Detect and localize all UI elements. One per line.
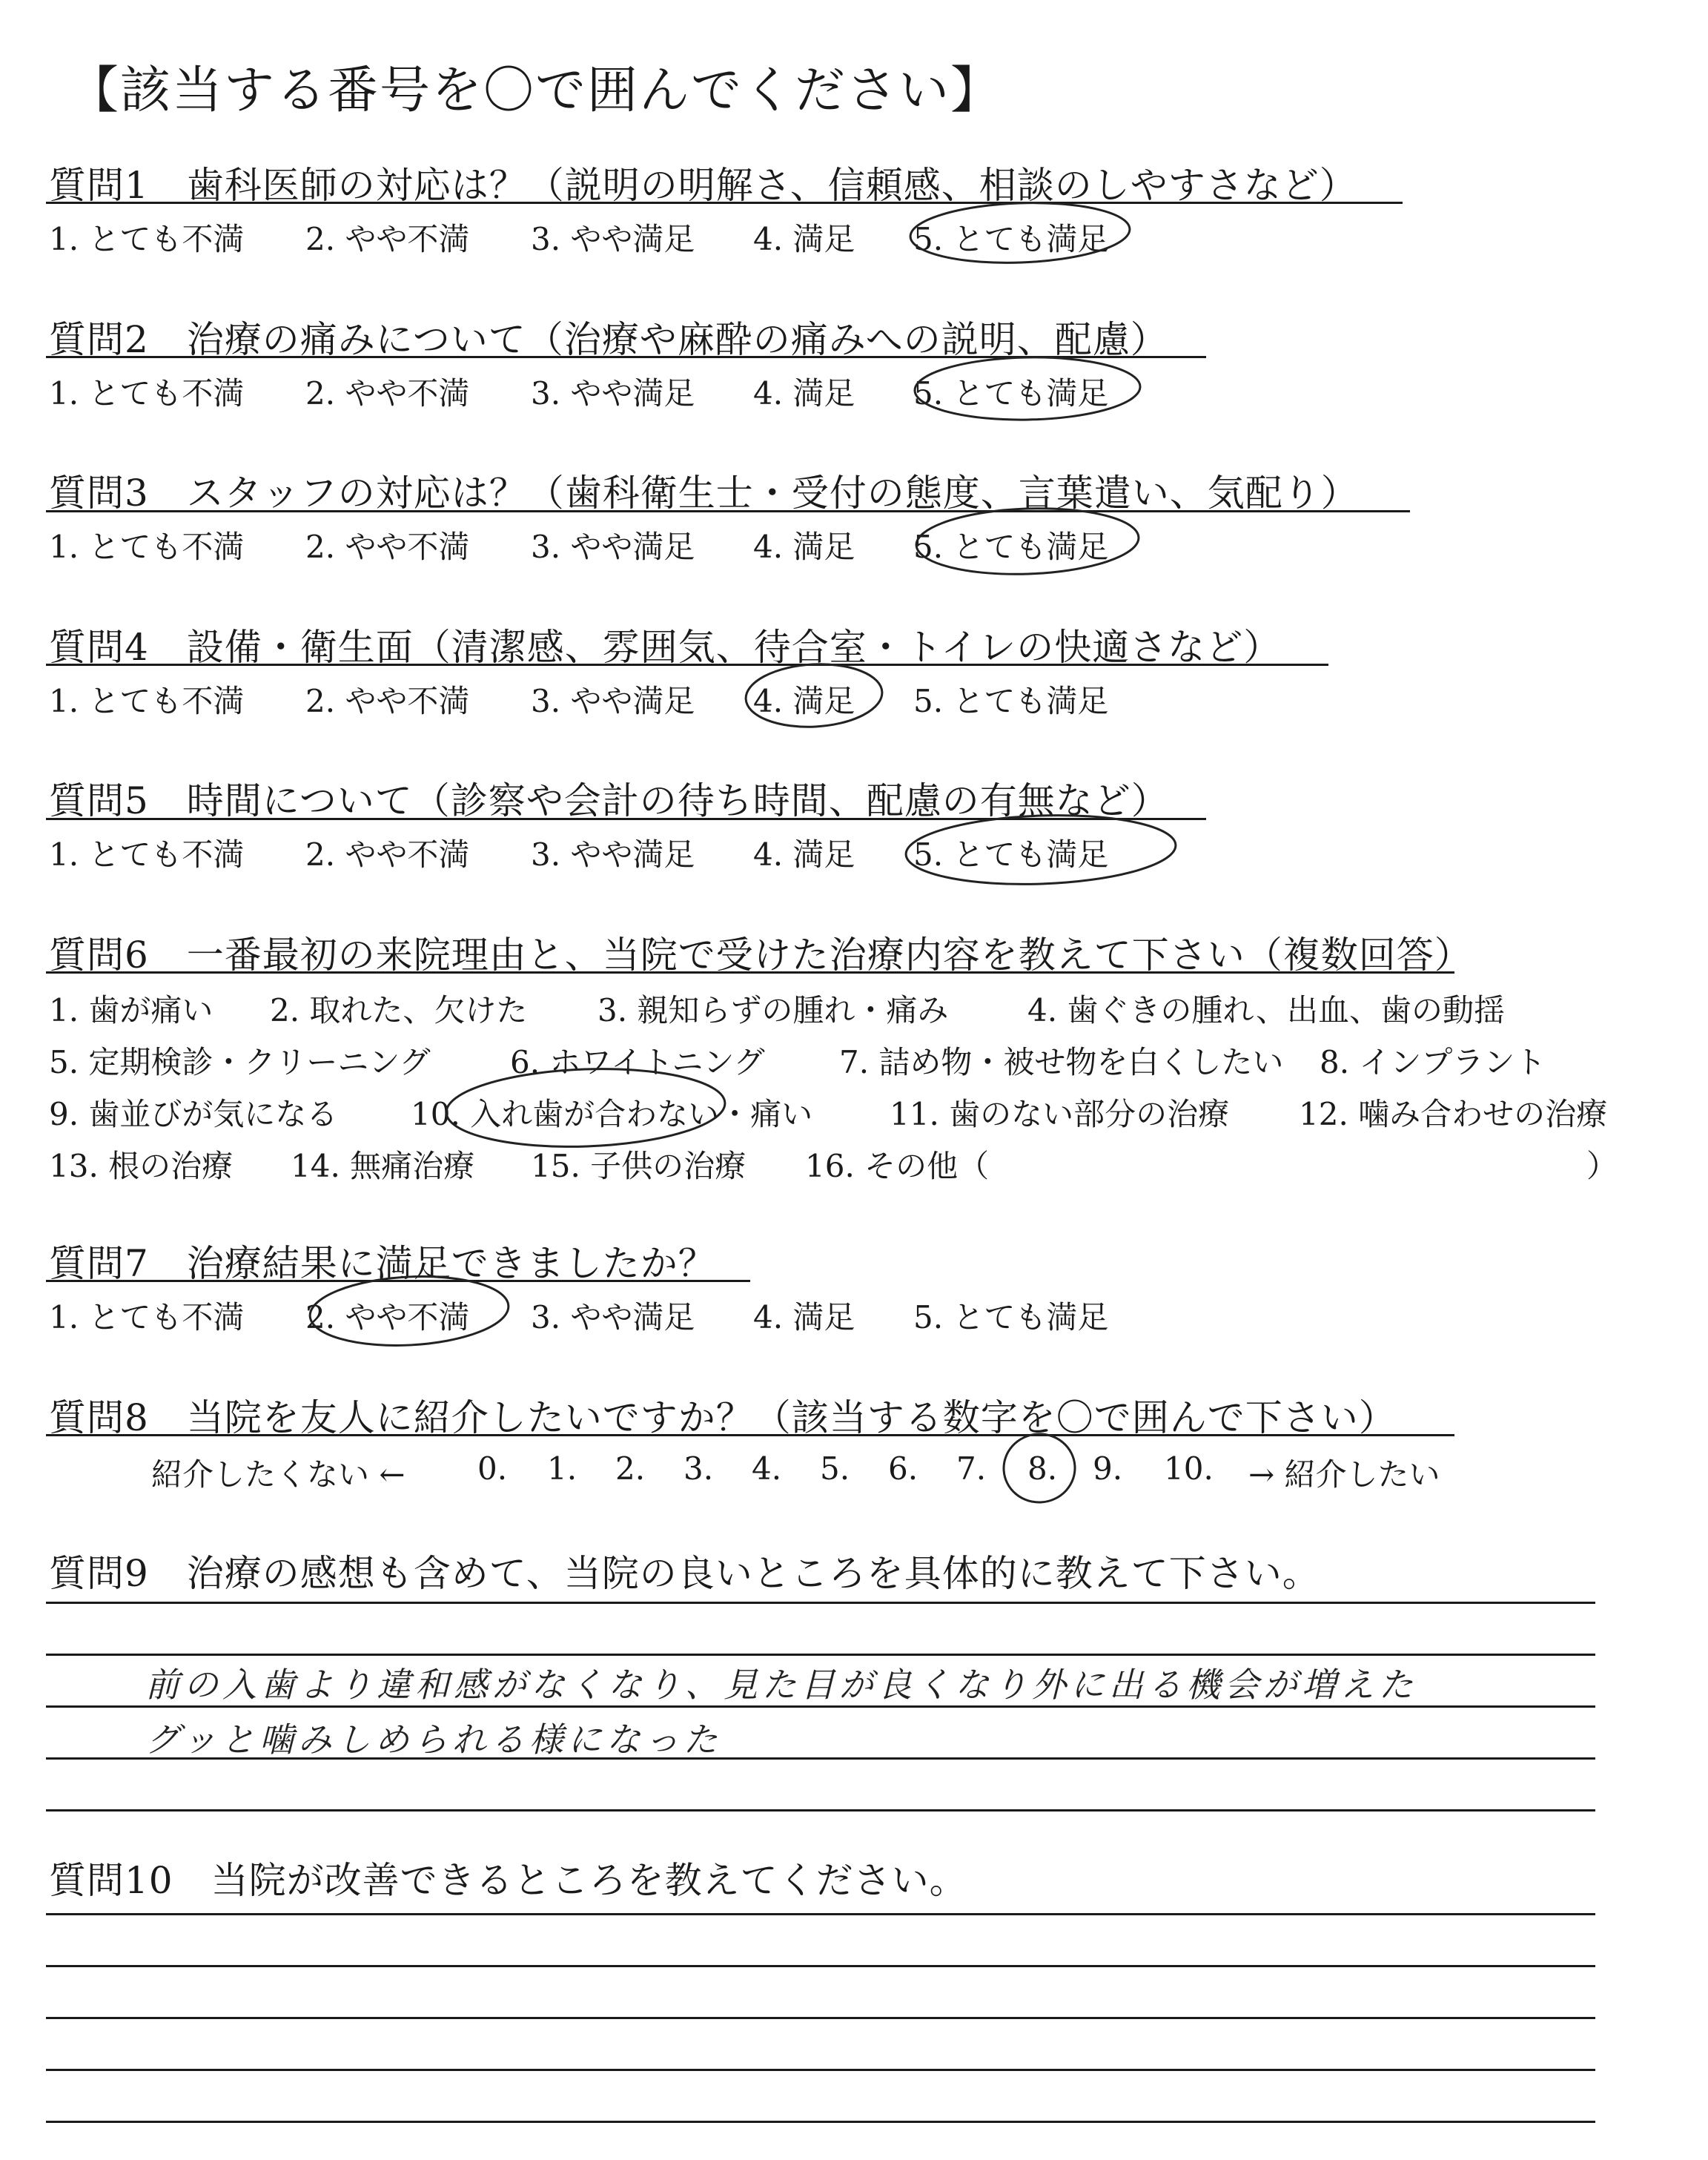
q2-option-3[interactable]: 3. やや満足 xyxy=(531,375,695,412)
q8-score-5[interactable]: 5. xyxy=(820,1450,850,1487)
q6-other-close-paren: ） xyxy=(1586,1148,1618,1184)
question-3-underline xyxy=(46,510,1410,512)
q6-option-14[interactable]: 14. 無痛治療 xyxy=(291,1148,475,1184)
q8-score-3[interactable]: 3. xyxy=(683,1450,714,1487)
q1-option-5[interactable]: 5. とても満足 xyxy=(913,221,1109,257)
q4-option-4[interactable]: 4. 満足 xyxy=(753,683,855,719)
question-7-label: 質問7 治療結果に満足できましたか？ xyxy=(49,1242,716,1285)
question-3-label: 質問3 スタッフの対応は？（歯科衛生士・受付の態度、言葉遣い、気配り） xyxy=(49,472,1359,515)
question-6-underline xyxy=(46,971,1454,974)
question-8-underline xyxy=(46,1434,1454,1436)
question-4-underline xyxy=(46,664,1328,666)
q8-score-7[interactable]: 7. xyxy=(956,1450,987,1487)
q5-option-5[interactable]: 5. とても満足 xyxy=(913,836,1109,873)
q1-option-3[interactable]: 3. やや満足 xyxy=(531,221,695,257)
answer-line xyxy=(46,2069,1595,2071)
q6-option-2[interactable]: 2. 取れた、欠けた xyxy=(270,992,528,1028)
q3-option-5[interactable]: 5. とても満足 xyxy=(913,529,1109,565)
question-9-label: 質問9 治療の感想も含めて、当院の良いところを具体的に教えて下さい。 xyxy=(49,1552,1320,1595)
q6-option-6[interactable]: 6. ホワイトニング xyxy=(510,1044,765,1080)
q4-option-1[interactable]: 1. とても不満 xyxy=(49,683,245,719)
q9-handwritten-line-2: グッと噛みしめられる様になった xyxy=(145,1720,722,1760)
q6-option-13[interactable]: 13. 根の治療 xyxy=(49,1148,234,1184)
q9-handwritten-line-1: 前の入歯より違和感がなくなり、見た目が良くなり外に出る機会が増えた xyxy=(145,1665,1417,1705)
question-4-label: 質問4 設備・衛生面（清潔感、雰囲気、待合室・トイレの快適さなど） xyxy=(49,626,1282,669)
q6-option-4[interactable]: 4. 歯ぐきの腫れ、出血、歯の動揺 xyxy=(1027,992,1505,1028)
q7-option-4[interactable]: 4. 満足 xyxy=(753,1299,855,1335)
q8-left-label: 紹介したくない ← xyxy=(151,1456,406,1493)
answer-line xyxy=(46,1965,1595,1967)
q1-option-1[interactable]: 1. とても不満 xyxy=(49,221,245,257)
q3-option-1[interactable]: 1. とても不満 xyxy=(49,529,245,565)
question-5-label: 質問5 時間について（診察や会計の待ち時間、配慮の有無など） xyxy=(49,779,1169,822)
q2-option-2[interactable]: 2. やや不満 xyxy=(305,375,470,412)
q7-option-5[interactable]: 5. とても満足 xyxy=(913,1299,1109,1335)
q6-option-12[interactable]: 12. 噛み合わせの治療 xyxy=(1299,1096,1608,1132)
q8-score-8[interactable]: 8. xyxy=(1027,1450,1058,1487)
q6-option-7[interactable]: 7. 詰め物・被せ物を白くしたい xyxy=(839,1044,1284,1080)
q8-score-9[interactable]: 9. xyxy=(1093,1450,1123,1487)
answer-line xyxy=(46,2121,1595,2123)
q8-score-4[interactable]: 4. xyxy=(752,1450,782,1487)
question-2-label: 質問2 治療の痛みについて（治療や麻酔の痛みへの説明、配慮） xyxy=(49,318,1168,361)
q5-option-4[interactable]: 4. 満足 xyxy=(753,836,855,873)
q5-option-2[interactable]: 2. やや不満 xyxy=(305,836,470,873)
q5-option-3[interactable]: 3. やや満足 xyxy=(531,836,695,873)
q3-option-3[interactable]: 3. やや満足 xyxy=(531,529,695,565)
q2-option-4[interactable]: 4. 満足 xyxy=(753,375,855,412)
question-7-underline xyxy=(46,1280,750,1282)
q6-option-5[interactable]: 5. 定期検診・クリーニング xyxy=(49,1044,431,1080)
q6-option-11[interactable]: 11. 歯のない部分の治療 xyxy=(890,1096,1230,1132)
q7-option-3[interactable]: 3. やや満足 xyxy=(531,1299,695,1335)
q6-option-8[interactable]: 8. インプラント xyxy=(1320,1044,1546,1080)
q2-option-5[interactable]: 5. とても満足 xyxy=(913,375,1109,412)
question-10-label: 質問10 当院が改善できるところを教えてください。 xyxy=(49,1859,967,1902)
q8-score-10[interactable]: 10. xyxy=(1164,1450,1214,1487)
q1-option-2[interactable]: 2. やや不満 xyxy=(305,221,470,257)
q8-score-0[interactable]: 0. xyxy=(477,1450,508,1487)
q6-option-16[interactable]: 16. その他（ xyxy=(805,1148,990,1184)
question-6-label: 質問6 一番最初の来院理由と、当院で受けた治療内容を教えて下さい（複数回答） xyxy=(49,934,1472,977)
answer-line xyxy=(46,2017,1595,2019)
question-8-label: 質問8 当院を友人に紹介したいですか？（該当する数字を〇で囲んで下さい） xyxy=(49,1396,1397,1439)
q3-option-2[interactable]: 2. やや不満 xyxy=(305,529,470,565)
form-title: 【該当する番号を〇で囲んでください】 xyxy=(68,62,1003,120)
q6-option-3[interactable]: 3. 親知らずの腫れ・痛み xyxy=(598,992,949,1028)
q3-option-4[interactable]: 4. 満足 xyxy=(753,529,855,565)
q5-option-1[interactable]: 1. とても不満 xyxy=(49,836,245,873)
q4-option-5[interactable]: 5. とても満足 xyxy=(913,683,1109,719)
answer-line xyxy=(46,1602,1595,1604)
question-5-underline xyxy=(46,818,1206,820)
q7-option-1[interactable]: 1. とても不満 xyxy=(49,1299,245,1335)
question-1-underline xyxy=(46,202,1403,204)
q6-option-1[interactable]: 1. 歯が痛い xyxy=(49,992,214,1028)
question-1-label: 質問1 歯科医師の対応は？（説明の明解さ、信頼感、相談のしやすさなど） xyxy=(49,164,1357,207)
q6-option-10[interactable]: 10. 入れ歯が合わない・痛い xyxy=(411,1096,813,1132)
answer-line xyxy=(46,1654,1595,1656)
answer-line xyxy=(46,1913,1595,1915)
q2-option-1[interactable]: 1. とても不満 xyxy=(49,375,245,412)
q4-option-3[interactable]: 3. やや満足 xyxy=(531,683,695,719)
q8-right-label: → 紹介したい xyxy=(1248,1456,1440,1493)
q8-score-1[interactable]: 1. xyxy=(547,1450,577,1487)
q6-option-9[interactable]: 9. 歯並びが気になる xyxy=(49,1096,338,1132)
question-2-underline xyxy=(46,356,1206,358)
q4-option-2[interactable]: 2. やや不満 xyxy=(305,683,470,719)
q1-option-4[interactable]: 4. 満足 xyxy=(753,221,855,257)
q7-option-2[interactable]: 2. やや不満 xyxy=(305,1299,470,1335)
q8-score-2[interactable]: 2. xyxy=(615,1450,646,1487)
q8-score-6[interactable]: 6. xyxy=(888,1450,918,1487)
answer-line xyxy=(46,1809,1595,1811)
q6-option-15[interactable]: 15. 子供の治療 xyxy=(531,1148,747,1184)
